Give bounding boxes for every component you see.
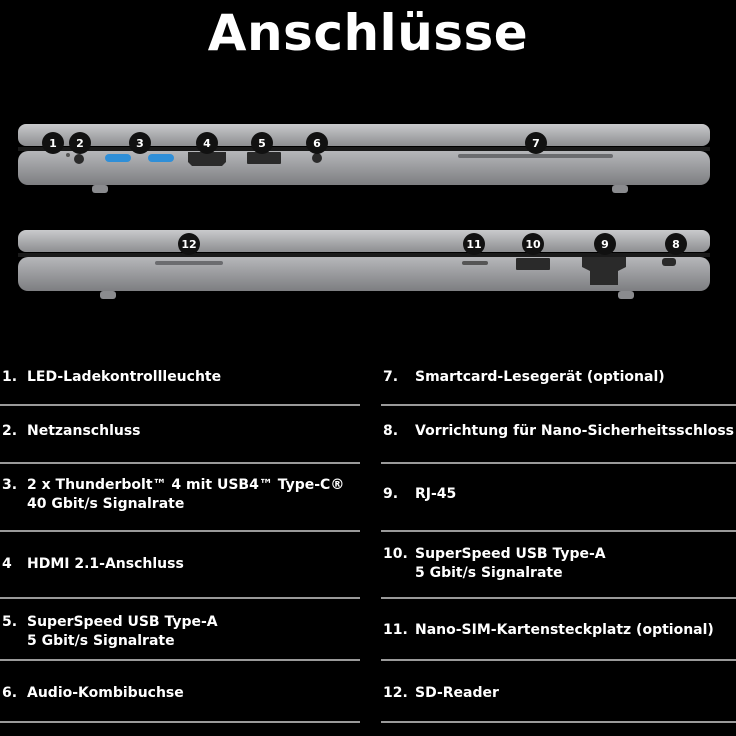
svg-text:1: 1 [49, 137, 57, 150]
laptop-left-side [18, 124, 710, 193]
spec-item [381, 406, 736, 464]
callout-badge [42, 132, 64, 154]
callout-badge [594, 233, 616, 255]
spec-text: Smartcard-Lesegerät (optional) [415, 369, 665, 385]
spec-item [381, 350, 736, 406]
spec-item [381, 661, 736, 723]
audio-jack-icon [312, 153, 322, 163]
spec-item [0, 661, 360, 723]
spec-number: 7. [383, 369, 399, 385]
spec-item [381, 532, 736, 599]
spec-text: RJ-45 [415, 486, 457, 502]
thunderbolt-port-icon [105, 154, 131, 162]
usb-a-port-icon [516, 258, 550, 270]
callout-badge [178, 233, 200, 255]
spec-text: SD-Reader [415, 685, 499, 701]
spec-item [0, 464, 360, 532]
page-title: Anschlüsse [207, 4, 529, 62]
spec-item [381, 599, 736, 661]
svg-text:11: 11 [466, 238, 482, 251]
svg-text:3: 3 [136, 137, 144, 150]
spec-text: 2 x Thunderbolt™ 4 mit USB4™ Type-C® 40 Gbit/s Signalrate [27, 477, 345, 512]
svg-text:8: 8 [672, 238, 680, 251]
svg-text:5: 5 [258, 137, 266, 150]
spec-number: 11. [383, 622, 408, 638]
svg-text:12: 12 [181, 238, 197, 251]
callout-badge [196, 132, 218, 154]
spec-number: 8. [383, 423, 399, 439]
callout-badge [69, 132, 91, 154]
svg-text:9: 9 [601, 238, 609, 251]
spec-text: SuperSpeed USB Type-A 5 Gbit/s Signalrate [415, 546, 606, 581]
sd-reader-slot-icon [155, 261, 223, 265]
laptop-side-views [0, 110, 736, 310]
spec-number: 4 [2, 556, 12, 572]
spec-number: 3. [2, 477, 18, 493]
spec-text: Nano-SIM-Kartensteckplatz (optional) [415, 622, 714, 638]
spec-list-left [0, 350, 360, 723]
spec-text: Netzanschluss [27, 423, 141, 439]
spec-text: Audio-Kombibuchse [27, 685, 184, 701]
thunderbolt-port-icon [148, 154, 174, 162]
spec-number: 9. [383, 486, 399, 502]
spec-item [381, 464, 736, 532]
svg-text:6: 6 [313, 137, 321, 150]
svg-text:7: 7 [532, 137, 540, 150]
spec-item [0, 350, 360, 406]
spec-text: Vorrichtung für Nano-Sicherheitsschloss [415, 423, 734, 439]
spec-text: HDMI 2.1-Anschluss [27, 556, 184, 572]
callout-badge [525, 132, 547, 154]
callout-badge [522, 233, 544, 255]
callout-badge [129, 132, 151, 154]
sim-slot-icon [462, 261, 488, 265]
spec-number: 12. [383, 685, 408, 701]
callout-badge [306, 132, 328, 154]
spec-text: SuperSpeed USB Type-A 5 Gbit/s Signalrate [27, 614, 218, 649]
callout-badge [665, 233, 687, 255]
spec-number: 6. [2, 685, 18, 701]
spec-number: 10. [383, 546, 408, 562]
spec-number: 1. [2, 369, 18, 385]
svg-text:10: 10 [525, 238, 541, 251]
callout-badge [463, 233, 485, 255]
spec-text: LED-Ladekontrollleuchte [27, 369, 222, 385]
spec-item [0, 599, 360, 661]
smartcard-slot-icon [458, 154, 613, 158]
spec-number: 5. [2, 614, 18, 630]
spec-list-right [381, 350, 736, 723]
hdmi-port-icon [188, 152, 226, 166]
spec-number: 2. [2, 423, 18, 439]
callout-badge [251, 132, 273, 154]
svg-text:4: 4 [203, 137, 211, 150]
spec-item [0, 406, 360, 464]
lock-slot-icon [662, 258, 676, 266]
svg-text:2: 2 [76, 137, 84, 150]
spec-item [0, 532, 360, 599]
